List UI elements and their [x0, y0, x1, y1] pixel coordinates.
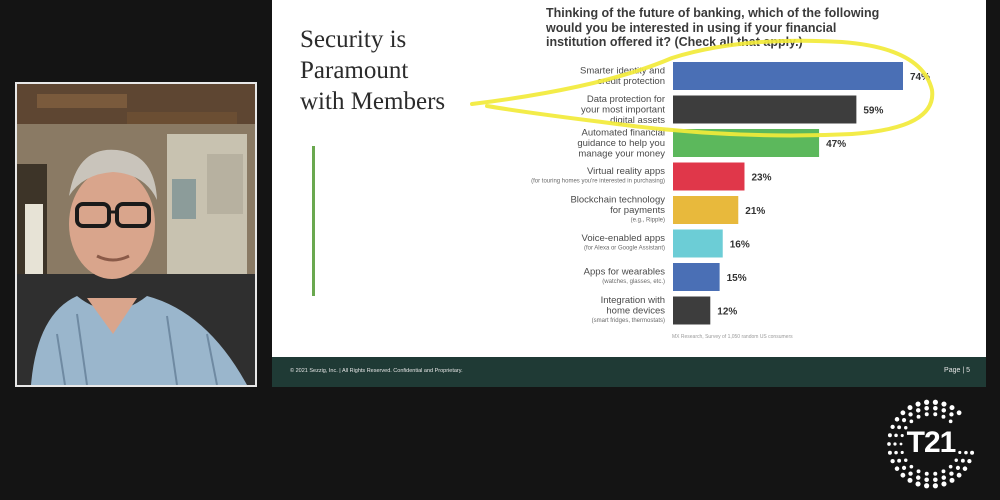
logo-dot: [949, 471, 953, 475]
bar: [673, 196, 738, 224]
logo-text: T21: [906, 426, 956, 459]
category-label: Data protection for: [586, 93, 665, 105]
logo-dot: [924, 406, 929, 411]
logo-dot: [916, 408, 921, 413]
logo-dot: [925, 472, 929, 476]
participant-video[interactable]: [15, 82, 257, 387]
participant-video-frame: [17, 84, 255, 385]
logo-dot: [895, 466, 900, 471]
category-sublabel: (for Alexa or Google Assistant): [583, 245, 665, 252]
bar: [673, 96, 856, 124]
slide-title-line: with Members: [300, 88, 446, 115]
logo-dot: [942, 469, 946, 473]
category-label: credit protection: [597, 76, 665, 87]
logo-dot: [941, 481, 946, 486]
category-sublabel: (watches, glasses, etc.): [602, 279, 665, 285]
category-label: manage your money: [578, 148, 665, 160]
category-label: Apps for wearables: [583, 266, 665, 278]
logo-dot: [933, 477, 938, 482]
chart-question-line: institution offered it? (Check all that apply.): [546, 35, 803, 49]
footer-copyright: © 2021 Sezzig, Inc. | All Rights Reserved. Confidential and Proprietary.: [290, 368, 463, 374]
logo-dot: [915, 401, 920, 406]
value-label: 12%: [717, 306, 738, 318]
category-sublabel: (for touring homes you're interested in purchasing): [531, 178, 665, 185]
logo-dot: [933, 406, 938, 411]
logo-dot: [908, 478, 913, 483]
t21-logo: [885, 398, 977, 490]
logo-dot: [949, 465, 953, 469]
category-label: Voice-enabled apps: [581, 233, 665, 244]
logo-dot: [933, 412, 937, 416]
category-label: home devices: [606, 305, 665, 317]
bar: [673, 62, 903, 90]
logo-dot: [908, 405, 913, 410]
logo-dot: [933, 400, 938, 405]
category-label: Virtual reality apps: [587, 166, 665, 177]
bar: [673, 297, 710, 325]
logo-dot: [908, 412, 912, 416]
category-label: Automated financial: [581, 127, 665, 139]
logo-dot: [956, 466, 960, 470]
logo-dot: [910, 419, 914, 423]
logo-dot: [933, 472, 937, 476]
logo-dot: [902, 418, 906, 422]
slide-footer: [272, 357, 986, 387]
value-label: 74%: [910, 72, 931, 83]
value-label: 23%: [751, 172, 772, 184]
logo-dot: [933, 483, 938, 488]
category-sublabel: (smart fridges, thermostats): [591, 317, 665, 324]
logo-dot: [916, 475, 921, 480]
logo-dot: [900, 410, 905, 415]
slide-title-line: Security is: [300, 26, 407, 53]
category-label: for payments: [610, 204, 665, 216]
logo-dot: [942, 415, 946, 419]
category-sublabel: (e.g., Ripple): [630, 217, 665, 224]
logo-dot: [963, 466, 968, 471]
category-label: Blockchain technology: [570, 194, 665, 206]
value-label: 16%: [729, 239, 750, 251]
bar: [673, 230, 723, 258]
logo-dot: [941, 401, 946, 406]
bar: [673, 263, 720, 291]
logo-dot: [950, 478, 955, 483]
value-label: 59%: [863, 105, 884, 117]
bar: [673, 163, 744, 191]
logo-dot: [949, 412, 953, 416]
logo-dot: [924, 477, 929, 482]
chart-question-line: would you be interested in using if your financial: [546, 20, 837, 35]
logo-dot: [957, 410, 962, 415]
logo-dot: [949, 419, 953, 423]
value-label: 47%: [826, 139, 847, 150]
logo-dot: [908, 471, 912, 475]
logo-dot: [957, 473, 962, 478]
logo-dot: [917, 415, 921, 419]
logo-dot: [915, 481, 920, 486]
logo-dot: [942, 475, 947, 480]
logo-dot: [924, 400, 929, 405]
logo-dot: [917, 469, 921, 473]
slide-title-line: Paramount: [300, 57, 409, 84]
logo-dot: [895, 417, 900, 422]
page-number: Page | 5: [944, 367, 970, 374]
bar-chart: [272, 0, 986, 357]
logo-dot: [902, 466, 906, 470]
source-note: MX Research, Survey of 1,050 random US consumers: [672, 334, 793, 340]
category-label: your most important: [581, 104, 665, 116]
logo-dot: [950, 405, 955, 410]
logo-dot: [910, 465, 914, 469]
category-label: Smarter identity and: [579, 65, 665, 77]
chart-question-line: Thinking of the future of banking, which of the following: [546, 6, 880, 20]
category-label: guidance to help you: [577, 137, 665, 149]
category-label: Integration with: [600, 294, 665, 306]
category-label: digital assets: [610, 114, 665, 126]
value-label: 21%: [745, 206, 766, 217]
presentation-slide: [272, 0, 986, 387]
logo-dot: [925, 412, 929, 416]
logo-dot: [900, 473, 905, 478]
value-label: 15%: [726, 273, 747, 284]
logo-dot: [924, 483, 929, 488]
logo-dot: [942, 408, 947, 413]
